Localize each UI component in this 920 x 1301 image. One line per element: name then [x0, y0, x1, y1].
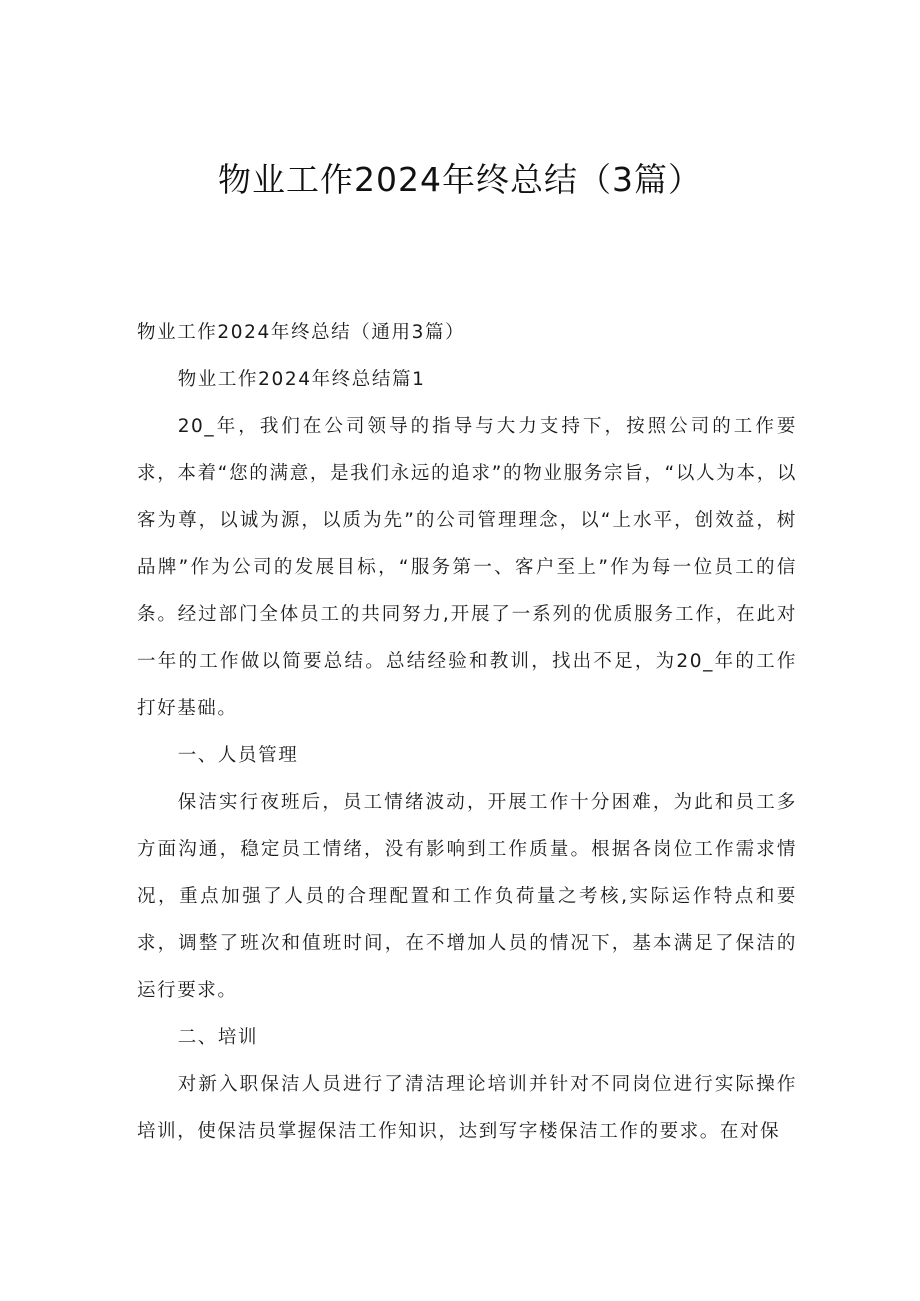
heading-training: 二、培训	[177, 1027, 259, 1048]
section-heading: 物业工作2024年终总结篇1	[177, 369, 426, 390]
document-title: 物业工作2024年终总结（3篇）	[218, 160, 702, 199]
paragraph-training: 对新入职保洁人员进行了清洁理论培训并针对不同岗位进行实际操作培训，使保洁员掌握保洁工作知识，达到写字楼保洁工作的要求。在对保	[137, 1074, 797, 1142]
paragraph-personnel-management: 保洁实行夜班后，员工情绪波动，开展工作十分困难，为此和员工多方面沟通，稳定员工情绪，没有影响到工作质量。根据各岗位工作需求情况，重点加强了人员的合理配置和工作负荷量之考核,实际运作特点和要求，调整了班次和值班时间，在不增加人员的情况下，基本满足了保洁的运行要求。	[137, 792, 797, 1001]
document-body	[137, 309, 797, 1155]
paragraph-intro: 20_年，我们在公司领导的指导与大力支持下，按照公司的工作要求，本着“您的满意，是我们永远的追求”的物业服务宗旨，“以人为本，以客为尊，以诚为源，以质为先”的公司管理理念，以“上水平，创效益，树品牌”作为公司的发展目标，“服务第一、客户至上”作为每一位员工的信条。经过部门全体员工的共同努力,开展了一系列的优质服务工作，在此对一年的工作做以简要总结。总结经验和教训，找出不足，为20_年的工作打好基础。	[137, 416, 797, 719]
document-subtitle: 物业工作2024年终总结（通用3篇）	[137, 322, 466, 343]
heading-personnel-management: 一、人员管理	[177, 745, 299, 766]
